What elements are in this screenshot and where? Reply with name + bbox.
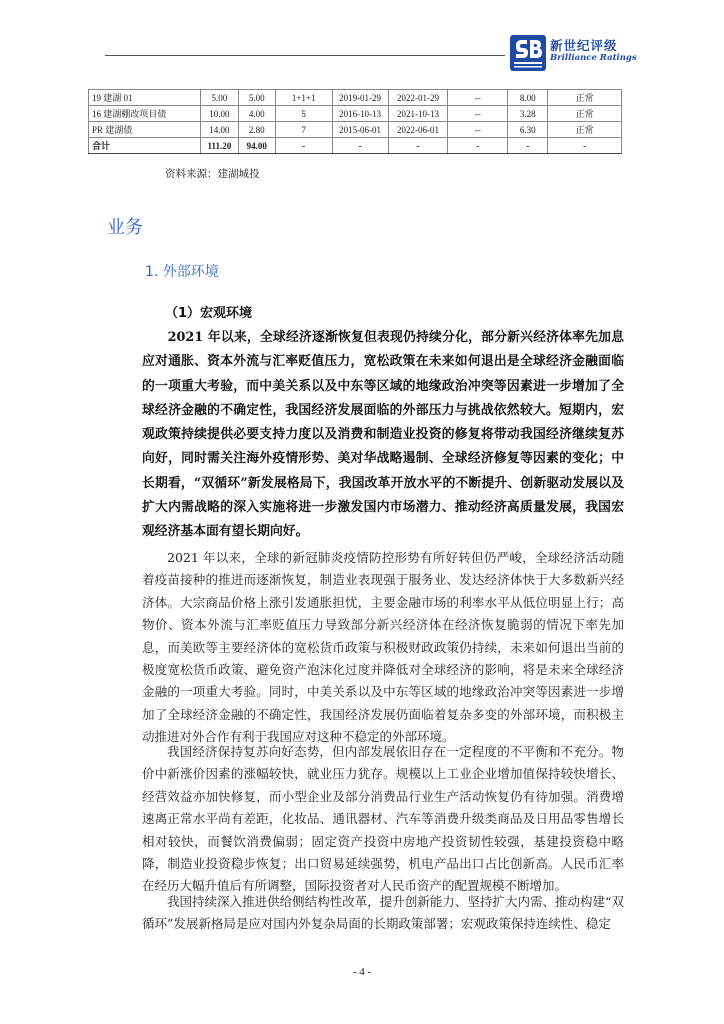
- logo-english-name: Brilliance Ratings: [550, 53, 637, 63]
- table-cell: 10.00: [200, 106, 238, 122]
- subsection-title: 1. 外部环境: [145, 264, 219, 280]
- body-paragraph: 我国持续深入推进供给侧结构性改革，提升创新能力、坚持扩大内需、推动构建“双循环”发展新格局是应对国内外复杂局面的长期政策部署；宏观政策保持连续性、稳定: [142, 894, 624, 932]
- table-cell: 6.30: [508, 122, 548, 138]
- table-cell: 2015-06-01: [332, 122, 388, 138]
- table-cell: 5: [275, 106, 332, 122]
- table-cell: 2022-01-29: [388, 90, 448, 106]
- total-cell: -: [448, 138, 508, 154]
- bond-name-cell: PR 建湖债: [89, 122, 201, 138]
- logo-chinese-name: 新世纪评级: [550, 38, 618, 53]
- table-cell: --: [448, 90, 508, 106]
- table-cell: 2019-01-29: [332, 90, 388, 106]
- page-number: - 4 -: [352, 966, 372, 978]
- bond-table: [88, 89, 622, 154]
- total-cell: 111.20: [200, 138, 238, 154]
- total-cell: -: [508, 138, 548, 154]
- total-cell: 合计: [89, 138, 201, 154]
- table-cell: 2016-10-13: [332, 106, 388, 122]
- total-cell: 94.00: [238, 138, 275, 154]
- total-cell: -: [275, 138, 332, 154]
- table-total-row: [89, 138, 622, 154]
- table-row: [89, 90, 622, 106]
- header-rule: [105, 55, 505, 56]
- table-cell: --: [448, 122, 508, 138]
- summary-paragraph: 2021 年以来，全球经济逐渐恢复但表现仍持续分化，部分新兴经济体率先加息应对通胀、资本外流与汇率贬值压力，宽松政策在未来如何退出是全球经济金融面临的一项重大考验，而中美关系以及中东等区域的地缘政治冲突等因素进一步增加了全球经济金融的不确定性，我国经济发展面临的外部压力与挑战依然较大。短期内，宏观政策持续提供必要支持力度以及消费和制造业投资的修复将带动我国经济继续复苏向好，同时需关注海外疫情形势、美对华战略遏制、全球经济修复等因素的变化；中长期看，“双循环”新发展格局下，我国改革开放水平的不断提升、创新驱动发展以及扩大内需战略的深入实施将进一步激发国内市场潜力、推动经济高质量发展，我国宏观经济基本面有望长期向好。: [142, 330, 624, 540]
- table-cell: 2.80: [238, 122, 275, 138]
- table-cell: 正常: [548, 122, 622, 138]
- table-cell: 2021-10-13: [388, 106, 448, 122]
- table-row: [89, 106, 622, 122]
- table-source: 资料来源：建湖城投: [165, 168, 260, 180]
- table-cell: --: [448, 106, 508, 122]
- total-cell: -: [548, 138, 622, 154]
- table-cell: 5.00: [200, 90, 238, 106]
- body-paragraph: 我国经济保持复苏向好态势，但内部发展依旧存在一定程度的不平衡和不充分。物价中新涨价因素的涨幅较快，就业压力犹存。规模以上工业企业增加值保持较快增长、经营效益亦加快修复，而小型企业及部分消费品行业生产活动恢复仍有待加强。消费增速离正常水平尚有差距，化妆品、通讯器材、汽车等消费升级类商品及日用品零售增长相对较快，而餐饮消费偏弱；固定资产投资中房地产投资韧性较强，基建投资稳中略降，制造业投资稳步恢复；出口贸易延续强势，机电产品出口占比创新高。人民币汇率在经历大幅升值后有所调整，国际投资者对人民币资产的配置规模不断增加。: [142, 744, 624, 894]
- table-cell: 4.00: [238, 106, 275, 122]
- bond-name-cell: 16 建湖棚改项目债: [89, 106, 201, 122]
- table-cell: 5.00: [238, 90, 275, 106]
- table-cell: 正常: [548, 90, 622, 106]
- body-paragraph: 2021 年以来，全球的新冠肺炎疫情防控形势有所好转但仍严峻，全球经济活动随着疫苗接种的推进而逐渐恢复，制造业表现强于服务业、发达经济体快于大多数新兴经济体。大宗商品价格上涨引发通胀担忧，主要金融市场的利率水平从低位明显上行；高物价、资本外流与汇率贬值压力导致部分新兴经济体在经济恢复脆弱的情况下率先加息，而美欧等主要经济体的宽松货币政策与积极财政政策仍持续，未来如何退出当前的极度宽松货币政策、避免资产泡沫化过度并降低对全球经济的影响，将是未来全球经济金融的一项重大考验。同时，中美关系以及中东等区域的地缘政治冲突等因素进一步增加了全球经济金融的不确定性，我国经济发展仍面临着复杂多变的外部环境，而积极主动推进对外合作有利于我国应对这种不稳定的外部环境。: [142, 550, 624, 745]
- bond-name-cell: 19 建湖 01: [89, 90, 201, 106]
- table-cell: 8.00: [508, 90, 548, 106]
- table-cell: 正常: [548, 106, 622, 122]
- total-cell: -: [332, 138, 388, 154]
- table-row: [89, 122, 622, 138]
- table-cell: 14.00: [200, 122, 238, 138]
- total-cell: -: [388, 138, 448, 154]
- section-title: 业务: [107, 217, 143, 238]
- table-cell: 1+1+1: [275, 90, 332, 106]
- table-cell: 3.28: [508, 106, 548, 122]
- subsubsection-title: （1）宏观环境: [165, 306, 253, 321]
- table-cell: 7: [275, 122, 332, 138]
- logo-mark-icon: [510, 35, 546, 71]
- table-cell: 2022-06-01: [388, 122, 448, 138]
